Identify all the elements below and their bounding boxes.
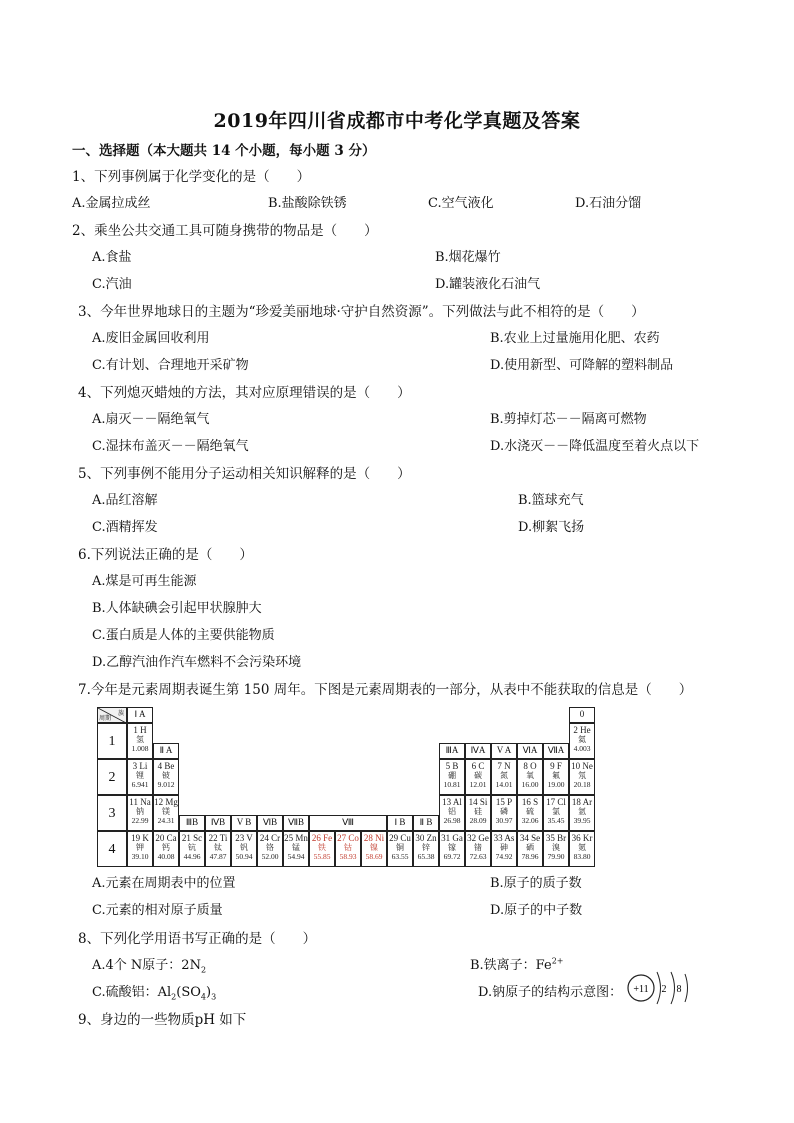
element-name: 硅 (474, 807, 482, 816)
element-mass: 35.45 (547, 816, 565, 825)
element-cell (517, 795, 543, 831)
question-3-stem: 3、今年世界地球日的主题为“珍爱美丽地球·守护自然资源”。下列做法与此不相符的是（ ） (78, 304, 645, 320)
question-2-option-a: A.食盐 (92, 250, 132, 265)
element-mass: 24.31 (157, 816, 175, 825)
question-7-stem: 7.今年是元素周期表诞生第 150 周年。下图是元素周期表的一部分，从表中不能获取的信息是（ ） (78, 682, 693, 698)
element-name: 锰 (292, 843, 300, 852)
element-symbol: 6 C (471, 761, 485, 771)
question-8-stem: 8、下列化学用语书写正确的是（ ） (78, 931, 317, 947)
group-header: V A (491, 743, 517, 759)
element-symbol: 34 Se (519, 833, 541, 843)
element-symbol: 13 Al (442, 797, 462, 807)
element-name: 磷 (500, 807, 508, 816)
shell-2-electrons: 8 (676, 984, 682, 995)
element-name: 锌 (422, 843, 430, 852)
element-symbol: 3 Li (132, 761, 148, 771)
question-3-option-d: D.使用新型、可降解的塑料制品 (490, 358, 674, 373)
element-name: 镍 (370, 843, 378, 852)
element-cell (153, 795, 179, 831)
element-name: 铁 (318, 843, 326, 852)
element-symbol: 8 O (523, 761, 537, 771)
periodic-table (97, 707, 643, 867)
question-4-option-d: D.水浇灭－－降低温度至着火点以下 (490, 439, 700, 454)
element-mass: 50.94 (235, 852, 253, 861)
question-5-option-b: B.篮球充气 (518, 493, 584, 508)
element-name: 铝 (448, 807, 456, 816)
question-1-option-d: D.石油分馏 (575, 196, 642, 211)
group-header: ⅦA (543, 743, 569, 759)
element-name: 溴 (552, 843, 560, 852)
element-name: 铜 (396, 843, 404, 852)
sodium-atom-diagram (627, 966, 693, 1006)
element-name: 锂 (136, 771, 144, 780)
period-label: 3 (97, 795, 127, 831)
question-8-option-a (92, 957, 206, 975)
question-6-stem: 6.下列说法正确的是（ ） (78, 547, 253, 563)
element-mass: 20.18 (573, 780, 591, 789)
element-cell (491, 795, 517, 831)
element-name: 氪 (578, 843, 586, 852)
element-cell (413, 831, 439, 867)
element-mass: 10.81 (443, 780, 461, 789)
q8c-end: ) (206, 985, 212, 1000)
q8c-sub-1: 2 (171, 992, 177, 1002)
element-name: 氦 (578, 735, 586, 744)
q8c-text: C.硫酸铝：Al (92, 985, 172, 1000)
question-1-option-c: C.空气液化 (428, 196, 494, 211)
element-mass: 65.38 (417, 852, 435, 861)
element-symbol: 10 Ne (571, 761, 593, 771)
element-cell (517, 831, 543, 867)
element-mass: 72.63 (469, 852, 487, 861)
element-mass: 9.012 (157, 780, 175, 789)
element-symbol: 36 Kr (571, 833, 593, 843)
element-symbol: 21 Sc (181, 833, 203, 843)
element-mass: 74.92 (495, 852, 513, 861)
element-mass: 19.00 (547, 780, 565, 789)
group-header: ⅥA (517, 743, 543, 759)
element-symbol: 19 K (131, 833, 149, 843)
element-symbol: 35 Br (545, 833, 567, 843)
q8a-subscript: 2 (200, 965, 207, 975)
question-5-option-d: D.柳絮飞扬 (518, 520, 585, 535)
group-header: V B (231, 815, 257, 831)
group-header: ⅥB (257, 815, 283, 831)
element-cell (127, 831, 153, 867)
group-header: Ⅰ B (387, 815, 413, 831)
group-header: ⅢB (179, 815, 205, 831)
element-symbol: 22 Ti (208, 833, 228, 843)
question-9-stem: 9、身边的一些物质pH 如下 (78, 1012, 247, 1028)
group-header: ⅣB (205, 815, 231, 831)
q8c-sub-2: 4 (200, 992, 206, 1002)
element-mass: 39.95 (573, 816, 591, 825)
element-mass: 83.80 (573, 852, 591, 861)
question-3-option-a: A.废旧金属回收利用 (92, 331, 210, 346)
element-name: 氢 (136, 735, 144, 744)
element-symbol: 29 Cu (389, 833, 411, 843)
element-name: 氮 (500, 771, 508, 780)
element-cell (491, 759, 517, 795)
element-name: 氖 (578, 771, 586, 780)
question-6-option-a: A.煤是可再生能源 (92, 574, 197, 589)
q8b-text: B.铁离子：Fe (470, 958, 552, 973)
element-symbol: 30 Zn (415, 833, 437, 843)
element-name: 硼 (448, 771, 456, 780)
element-mass: 28.09 (469, 816, 487, 825)
period-label: 1 (97, 723, 127, 759)
element-name: 铬 (266, 843, 274, 852)
element-name: 锗 (474, 843, 482, 852)
element-mass: 1.008 (131, 744, 149, 753)
element-cell (439, 759, 465, 795)
element-mass: 6.941 (131, 780, 149, 789)
element-cell (569, 759, 595, 795)
element-name: 氯 (552, 807, 560, 816)
question-2-stem: 2、乘坐公共交通工具可随身携带的物品是（ ） (72, 223, 378, 239)
element-name: 氟 (552, 771, 560, 780)
element-symbol: 24 Cr (259, 833, 281, 843)
element-name: 钛 (214, 843, 222, 852)
element-cell (205, 831, 231, 867)
element-cell (517, 759, 543, 795)
element-mass: 14.01 (495, 780, 513, 789)
element-cell (231, 831, 257, 867)
shell-arc-2 (671, 972, 675, 1004)
question-1-option-b: B.盐酸除铁锈 (268, 196, 347, 211)
element-mass: 52.00 (261, 852, 279, 861)
section-heading: 一、选择题（本大题共 14 个小题，每小题 3 分） (72, 143, 376, 159)
group-header: Ⅱ B (413, 815, 439, 831)
element-cell (465, 795, 491, 831)
element-mass: 4.003 (573, 744, 591, 753)
question-7-option-b: B.原子的质子数 (490, 876, 582, 891)
question-7-option-c: C.元素的相对原子质量 (92, 903, 223, 918)
element-symbol: 12 Mg (154, 797, 178, 807)
q8a-text: A.4个 N原子：2N (92, 958, 201, 973)
shell-arc-3 (685, 974, 688, 1002)
group-header: Ⅱ A (153, 743, 179, 759)
q8c-mid: (SO (176, 985, 201, 1000)
element-symbol: 17 Cl (546, 797, 566, 807)
element-mass: 22.99 (131, 816, 149, 825)
element-mass: 30.97 (495, 816, 513, 825)
element-mass: 79.90 (547, 852, 565, 861)
element-symbol: 1 H (133, 725, 147, 735)
element-name: 钠 (136, 807, 144, 816)
element-cell (309, 831, 335, 867)
element-symbol: 16 S (521, 797, 539, 807)
question-4-stem: 4、下列熄灭蜡烛的方法，其对应原理错误的是（ ） (78, 385, 411, 401)
group-header: ⅢA (439, 743, 465, 759)
element-name: 钴 (344, 843, 352, 852)
element-cell (153, 831, 179, 867)
element-symbol: 32 Ge (467, 833, 489, 843)
element-cell (361, 831, 387, 867)
element-cell (465, 759, 491, 795)
question-6-option-c: C.蛋白质是人体的主要供能物质 (92, 628, 275, 643)
element-symbol: 2 He (573, 725, 591, 735)
element-name: 砷 (500, 843, 508, 852)
element-symbol: 18 Ar (571, 797, 593, 807)
nucleus-charge: +11 (633, 984, 649, 995)
element-mass: 54.94 (287, 852, 305, 861)
element-name: 铍 (162, 771, 170, 780)
question-8-option-d: D.钠原子的结构示意图： (478, 985, 623, 1000)
element-cell (127, 759, 153, 795)
element-mass: 12.01 (469, 780, 487, 789)
element-cell (543, 795, 569, 831)
question-4-option-b: B.剪掉灯芯－－隔离可燃物 (490, 412, 647, 427)
element-mass: 58.69 (365, 852, 383, 861)
element-symbol: 7 N (497, 761, 511, 771)
question-2-option-d: D.罐装液化石油气 (435, 277, 541, 292)
question-8-option-b (470, 957, 564, 975)
q8b-superscript: 2+ (551, 956, 564, 966)
element-symbol: 25 Mn (284, 833, 308, 843)
element-name: 钒 (240, 843, 248, 852)
corner-group-label: 族 (117, 710, 124, 717)
question-1-stem: 1、下列事例属于化学变化的是（ ） (72, 169, 311, 185)
element-name: 钙 (162, 843, 170, 852)
element-cell (439, 831, 465, 867)
element-mass: 40.08 (157, 852, 175, 861)
question-7-option-d: D.原子的中子数 (490, 903, 583, 918)
element-name: 氩 (578, 807, 586, 816)
element-cell (387, 831, 413, 867)
element-cell (127, 723, 153, 759)
group-header: Ⅷ (309, 815, 387, 831)
element-name: 硫 (526, 807, 534, 816)
element-cell (569, 831, 595, 867)
element-mass: 78.96 (521, 852, 539, 861)
question-8-option-c (92, 984, 216, 1002)
element-cell (257, 831, 283, 867)
element-symbol: 11 Na (129, 797, 151, 807)
element-cell (569, 795, 595, 831)
element-cell (283, 831, 309, 867)
question-2-option-c: C.汽油 (92, 277, 132, 292)
corner-period-label: 周期 (99, 715, 112, 722)
element-cell (179, 831, 205, 867)
group-header: ⅦB (283, 815, 309, 831)
element-symbol: 33 As (493, 833, 515, 843)
element-symbol: 23 V (235, 833, 253, 843)
element-cell (465, 831, 491, 867)
period-label: 4 (97, 831, 127, 867)
group-header: 0 (569, 707, 595, 723)
group-header: ⅣA (465, 743, 491, 759)
element-name: 镓 (448, 843, 456, 852)
element-cell (569, 723, 595, 759)
group-header: Ⅰ A (127, 707, 153, 723)
element-name: 碳 (474, 771, 482, 780)
element-cell (153, 759, 179, 795)
element-name: 钾 (136, 843, 144, 852)
question-5-stem: 5、下列事例不能用分子运动相关知识解释的是（ ） (78, 466, 411, 482)
element-name: 钪 (188, 843, 196, 852)
question-3-option-c: C.有计划、合理地开采矿物 (92, 358, 249, 373)
question-3-option-b: B.农业上过量施用化肥、农药 (490, 331, 660, 346)
shell-1-electrons: 2 (661, 984, 667, 995)
element-mass: 44.96 (183, 852, 201, 861)
element-symbol: 20 Ca (155, 833, 177, 843)
question-5-option-a: A.品红溶解 (92, 493, 158, 508)
question-6-option-b: B.人体缺碘会引起甲状腺肿大 (92, 601, 262, 616)
element-cell (439, 795, 465, 831)
element-name: 氧 (526, 771, 534, 780)
element-symbol: 9 F (550, 761, 562, 771)
element-cell (543, 831, 569, 867)
page-title: 2019年四川省成都市中考化学真题及答案 (213, 110, 581, 132)
question-4-option-c: C.湿抹布盖灭－－隔绝氧气 (92, 439, 249, 454)
element-symbol: 27 Co (337, 833, 359, 843)
question-4-option-a: A.扇灭－－隔绝氧气 (92, 412, 210, 427)
question-2-option-b: B.烟花爆竹 (435, 250, 501, 265)
element-mass: 16.00 (521, 780, 539, 789)
element-cell (127, 795, 153, 831)
element-symbol: 28 Ni (363, 833, 385, 843)
element-mass: 69.72 (443, 852, 461, 861)
element-name: 镁 (162, 807, 170, 816)
q8c-sub-3: 3 (211, 992, 217, 1002)
element-cell (335, 831, 361, 867)
element-mass: 55.85 (313, 852, 331, 861)
element-mass: 26.98 (443, 816, 461, 825)
element-mass: 58.93 (339, 852, 357, 861)
element-symbol: 4 Be (157, 761, 175, 771)
shell-arc-1 (657, 972, 661, 1004)
element-mass: 47.87 (209, 852, 227, 861)
element-symbol: 31 Ga (441, 833, 463, 843)
element-symbol: 26 Fe (311, 833, 333, 843)
element-cell (543, 759, 569, 795)
element-mass: 63.55 (391, 852, 409, 861)
question-6-option-d: D.乙醇汽油作汽车燃料不会污染环境 (92, 655, 302, 670)
element-mass: 39.10 (131, 852, 149, 861)
question-7-option-a: A.元素在周期表中的位置 (92, 876, 236, 891)
element-symbol: 14 Si (468, 797, 488, 807)
question-5-option-c: C.酒精挥发 (92, 520, 158, 535)
question-1-option-a: A.金属拉成丝 (72, 196, 151, 211)
element-mass: 32.06 (521, 816, 539, 825)
element-name: 硒 (526, 843, 534, 852)
period-label: 2 (97, 759, 127, 795)
periodic-table-corner (97, 707, 127, 723)
element-cell (491, 831, 517, 867)
element-symbol: 5 B (445, 761, 459, 771)
element-symbol: 15 P (495, 797, 513, 807)
